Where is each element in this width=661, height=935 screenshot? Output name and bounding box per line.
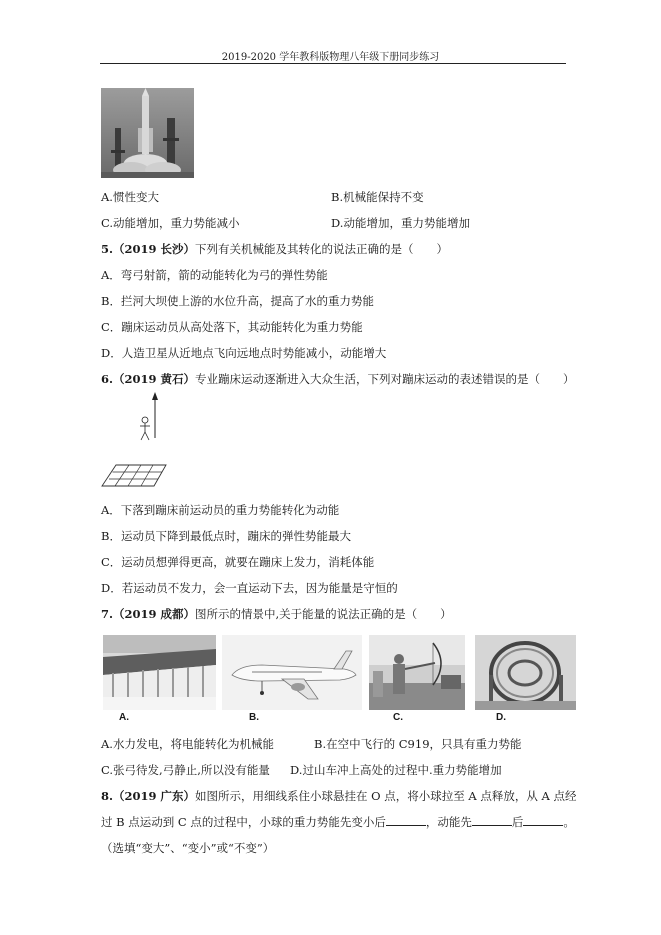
- q8-line1-text: 如图所示，用细线系住小球悬挂在 O 点，将小球拉至 A 点释放，从 A 点经: [195, 789, 577, 803]
- q4-option-a: A.惯性变大: [101, 190, 159, 204]
- q5-option-a: A．弯弓射箭，箭的动能转化为弓的弹性势能: [101, 268, 328, 282]
- q7-source: （2019 成都）: [113, 607, 196, 621]
- q7-caption-d: D.: [496, 712, 506, 723]
- q8-blank-3[interactable]: [523, 815, 563, 826]
- q7-caption-c: C.: [393, 712, 403, 723]
- q7-option-a: A.水力发电，将电能转化为机械能: [101, 737, 274, 751]
- q6-number: 6.: [101, 372, 114, 386]
- q7-number: 7.: [101, 607, 114, 621]
- q7-stem: [101, 607, 452, 622]
- q8-blank-2[interactable]: [472, 815, 512, 826]
- header-rule: [100, 63, 566, 64]
- q8-line2-part-a: 过 B 点运动到 C 点的过程中，小球的重力势能先变小后: [101, 815, 386, 829]
- q6-stem: [101, 372, 575, 387]
- q4-option-b: B.机械能保持不变: [331, 190, 424, 204]
- q5-stem-text: 下列有关机械能及其转化的说法正确的是（ ）: [195, 242, 449, 256]
- q8-stem-line3: （选填“变大”、“变小”或“不变”）: [101, 841, 275, 855]
- q5-option-d: D．人造卫星从近地点飞向远地点时势能减小，动能增大: [101, 346, 387, 360]
- q6-option-a: A．下落到蹦床前运动员的重力势能转化为动能: [101, 503, 340, 517]
- page-header: 2019-2020 学年教科版物理八年级下册同步练习: [221, 52, 440, 63]
- q6-stem-text: 专业蹦床运动逐渐进入大众生活，下列对蹦床运动的表述错误的是（ ）: [195, 372, 575, 386]
- q5-stem: [101, 242, 448, 257]
- q7-option-c: C.张弓待发,弓静止,所以没有能量: [101, 763, 270, 777]
- roller-coaster-photo: [475, 635, 576, 710]
- q7-stem-text: 图所示的情景中,关于能量的说法正确的是（ ）: [195, 607, 452, 621]
- q8-line2-part-c: 后: [511, 815, 524, 829]
- hydropower-dam-photo: [103, 635, 216, 710]
- q5-option-b: B．拦河大坝使上游的水位升高，提高了水的重力势能: [101, 294, 374, 308]
- q6-option-d: D．若运动员不发力，会一直运动下去，因为能量是守恒的: [101, 581, 398, 595]
- q7-option-b: B.在空中飞行的 C919，只具有重力势能: [314, 737, 522, 751]
- q6-option-c: C．运动员想弹得更高，就要在蹦床上发力，消耗体能: [101, 555, 375, 569]
- q8-number: 8.: [101, 789, 114, 803]
- q4-option-c: C.动能增加，重力势能减小: [101, 216, 240, 230]
- q8-blank-1[interactable]: [386, 815, 426, 826]
- q6-option-b: B．运动员下降到最低点时，蹦床的弹性势能最大: [101, 529, 351, 543]
- q8-line2-part-d: 。: [563, 815, 575, 829]
- archer-photo: [369, 635, 465, 710]
- q8-source: （2019 广东）: [113, 789, 196, 803]
- q5-number: 5.: [101, 242, 114, 256]
- q4-option-d: D.动能增加，重力势能增加: [331, 216, 470, 230]
- rocket-launch-photo: [101, 88, 194, 178]
- q7-caption-a: A.: [119, 712, 129, 723]
- q5-option-c: C．蹦床运动员从高处落下，其动能转化为重力势能: [101, 320, 363, 334]
- q7-option-d: D.过山车冲上高处的过程中.重力势能增加: [290, 763, 502, 777]
- q8-line2-part-b: ，动能先: [425, 815, 472, 829]
- q6-source: （2019 黄石）: [113, 372, 196, 386]
- c919-airplane-photo: [222, 635, 362, 710]
- trampoline-figure: [100, 390, 180, 490]
- q5-source: （2019 长沙）: [113, 242, 196, 256]
- q8-stem-line2: [101, 815, 575, 830]
- q7-caption-b: B.: [249, 712, 259, 723]
- q8-stem-line1: [101, 789, 577, 804]
